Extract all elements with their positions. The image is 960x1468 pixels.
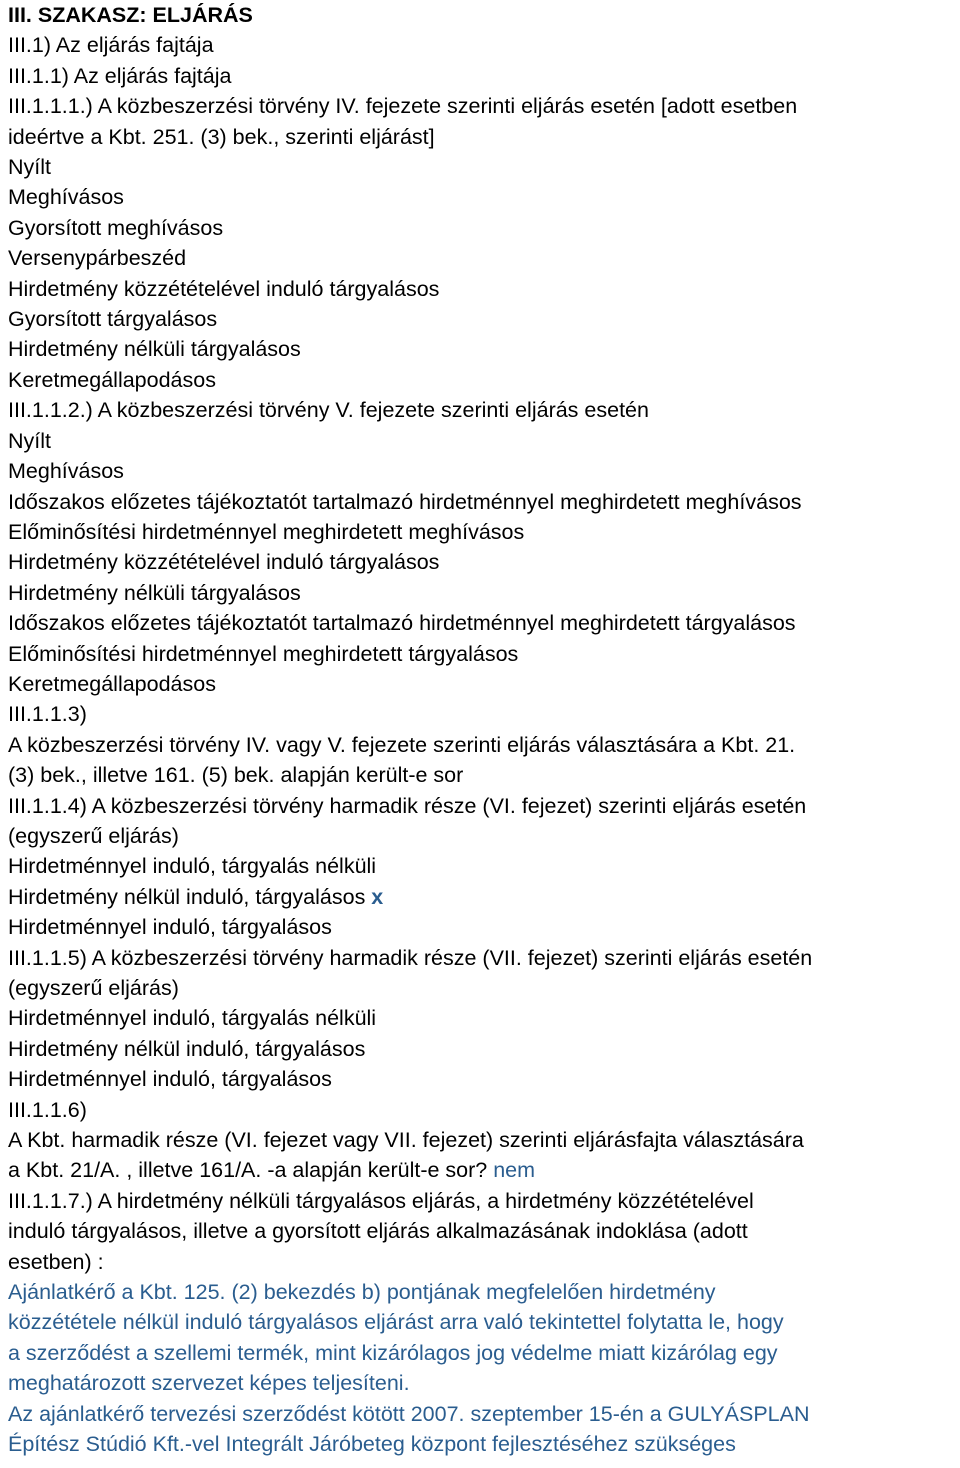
document-line: Hirdetménnyel induló, tárgyalás nélküli — [8, 1006, 377, 1031]
document-line: Keretmegállapodásos — [8, 367, 216, 392]
document-line: Hirdetmény nélkül induló, tárgyalásos — [8, 1036, 366, 1061]
document-line: Hirdetmény nélküli tárgyalásos — [8, 580, 301, 605]
procurement-notice-document — [8, 0, 958, 1460]
simple-procedure-block — [8, 912, 958, 1155]
answer-line: közzététele nélkül induló tárgyalásos eljárást arra való tekintettel folytatta le, hogy — [8, 1310, 784, 1335]
justification-answer-block — [8, 1277, 958, 1459]
answer-line: Ajánlatkérő a Kbt. 125. (2) bekezdés b) pontjának megfelelően hirdetmény — [8, 1280, 716, 1305]
document-line: Előminősítési hirdetménnyel meghirdetett meghívásos — [8, 519, 525, 544]
document-line: Keretmegállapodásos — [8, 671, 216, 696]
answer-line: Építész Stúdió Kft.-vel Integrált Járóbeteg központ fejlesztéséhez szükséges — [8, 1432, 736, 1457]
document-line: Hirdetmény nélküli tárgyalásos — [8, 337, 301, 362]
answer-line: Az ajánlatkérő tervezési szerződést kötött 2007. szeptember 15-én a GULYÁSPLAN — [8, 1401, 810, 1426]
document-line: esetben) : — [8, 1249, 104, 1274]
document-line: A közbeszerzési törvény IV. vagy V. fejezete szerinti eljárás választására a Kbt. 21. — [8, 732, 796, 757]
document-line: ideértve a Kbt. 251. (3) bek., szerinti eljárást] — [8, 124, 435, 149]
document-line: III.1.1.6) — [8, 1097, 87, 1122]
justification-heading-block — [8, 1186, 958, 1277]
document-line: III.1.1.1.) A közbeszerzési törvény IV. fejezete szerinti eljárás esetén [adott esetben — [8, 94, 798, 119]
document-line: III.1.1.4) A közbeszerzési törvény harmadik része (VI. fejezet) szerinti eljárás esetén — [8, 793, 807, 818]
document-line: (3) bek., illetve 161. (5) bek. alapján került-e sor — [8, 763, 464, 788]
procedure-type-block — [8, 30, 958, 881]
document-line: III.1.1.7.) A hirdetmény nélküli tárgyalásos eljárás, a hirdetmény közzétételével — [8, 1188, 754, 1213]
procedure-option-with-mark — [8, 882, 958, 912]
document-line: III.1) Az eljárás fajtája — [8, 33, 214, 58]
document-line: Hirdetménnyel induló, tárgyalásos — [8, 1067, 332, 1092]
kbt-question-label: a Kbt. 21/A. , illetve 161/A. -a alapján került-e sor? — [8, 1158, 494, 1183]
procedure-option-label: Hirdetmény nélkül induló, tárgyalásos — [8, 884, 372, 909]
answer-nem: nem — [493, 1158, 536, 1183]
document-line: Hirdetménnyel induló, tárgyalás nélküli — [8, 854, 377, 879]
document-line: Nyílt — [8, 428, 51, 453]
document-line: Gyorsított tárgyalásos — [8, 307, 218, 332]
document-line: Versenypárbeszéd — [8, 246, 187, 271]
document-line: Hirdetménnyel induló, tárgyalásos — [8, 915, 332, 940]
document-line: Meghívásos — [8, 459, 124, 484]
answer-line: meghatározott szervezet képes teljesíteni. — [8, 1371, 410, 1396]
document-line: III.1.1.3) — [8, 702, 87, 727]
document-line: III.1.1.5) A közbeszerzési törvény harmadik része (VII. fejezet) szerinti eljárás esetén — [8, 945, 813, 970]
document-line: (egyszerű eljárás) — [8, 976, 179, 1000]
document-line: (egyszerű eljárás) — [8, 823, 179, 848]
document-line: Hirdetmény közzétételével induló tárgyalásos — [8, 276, 440, 301]
document-line: Időszakos előzetes tájékoztatót tartalmazó hirdetménnyel meghirdetett tárgyalásos — [8, 611, 796, 636]
section-title: III. SZAKASZ: ELJÁRÁS — [8, 3, 253, 27]
document-line: III.1.1) Az eljárás fajtája — [8, 63, 232, 88]
document-line: Hirdetmény közzétételével induló tárgyalásos — [8, 550, 440, 575]
selected-mark: x — [371, 884, 384, 909]
document-line: III.1.1.2.) A közbeszerzési törvény V. fejezete szerinti eljárás esetén — [8, 398, 649, 423]
document-line: Időszakos előzetes tájékoztatót tartalmazó hirdetménnyel meghirdetett meghívásos — [8, 489, 802, 514]
document-line: A Kbt. harmadik része (VI. fejezet vagy VII. fejezet) szerinti eljárásfajta választására — [8, 1128, 804, 1153]
document-line: Meghívásos — [8, 185, 124, 210]
document-line: Gyorsított meghívásos — [8, 215, 224, 240]
document-line: Nyílt — [8, 155, 51, 180]
document-line: induló tárgyalásos, illetve a gyorsított eljárás alkalmazásának indoklása (adott — [8, 1219, 748, 1244]
document-line: Előminősítési hirdetménnyel meghirdetett tárgyalásos — [8, 641, 519, 666]
answer-line: a szerződést a szellemi termék, mint kizárólagos jog védelme miatt kizárólag egy — [8, 1340, 778, 1365]
kbt-question-line — [8, 1155, 958, 1185]
